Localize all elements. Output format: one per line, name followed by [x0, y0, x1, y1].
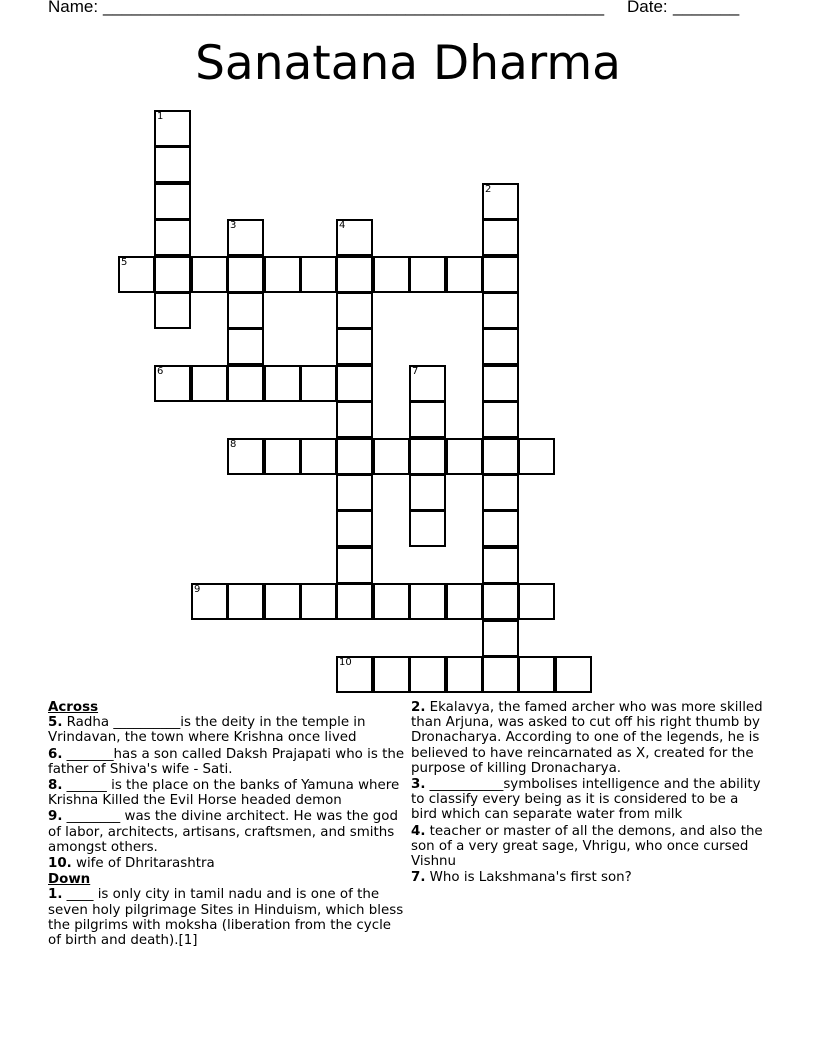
- grid-cell[interactable]: [446, 438, 483, 475]
- grid-cell[interactable]: [482, 365, 519, 402]
- clue-text: ___________symbolises intelligence and the ability to classify every being as it is considered to be a bird which can separate water from milk: [411, 777, 761, 823]
- clue-number: 9.: [48, 809, 63, 825]
- grid-cell[interactable]: [336, 401, 373, 438]
- grid-cell[interactable]: [482, 292, 519, 329]
- clue-across-8: [48, 778, 408, 808]
- grid-cell[interactable]: [154, 365, 191, 402]
- grid-cell[interactable]: [518, 438, 555, 475]
- grid-cell[interactable]: [154, 219, 191, 256]
- clue-number: 3.: [411, 777, 426, 793]
- clue-text: Who is Lakshmana's first son?: [429, 870, 632, 886]
- grid-cell[interactable]: [336, 219, 373, 256]
- grid-cell[interactable]: [518, 656, 555, 693]
- grid-cell[interactable]: [373, 256, 410, 293]
- grid-cell[interactable]: [264, 438, 301, 475]
- grid-cell[interactable]: [482, 438, 519, 475]
- date-field[interactable]: _______: [673, 0, 740, 16]
- grid-cell[interactable]: [154, 146, 191, 183]
- clue-number-label: 6: [157, 366, 164, 377]
- clue-down-4: [411, 824, 763, 870]
- grid-cell[interactable]: [409, 474, 446, 511]
- clue-number-label: 9: [194, 584, 201, 595]
- grid-cell[interactable]: [482, 620, 519, 657]
- clue-text: ____ is only city in tamil nadu and is one of the seven holy pilgrimage Sites in Hinduism, which bless the pilgrims with moksha (liberation from the cycle of birth and death).[1]: [48, 887, 404, 949]
- clue-number-label: 10: [339, 657, 352, 668]
- grid-cell[interactable]: [409, 365, 446, 402]
- clues-right-column: [411, 700, 763, 886]
- clue-number: 5.: [48, 715, 63, 731]
- name-field[interactable]: _____________________________________________________: [103, 0, 605, 16]
- grid-cell[interactable]: [336, 328, 373, 365]
- clue-across-10: [48, 856, 408, 871]
- grid-cell[interactable]: [482, 183, 519, 220]
- grid-cell[interactable]: [227, 292, 264, 329]
- grid-cell[interactable]: [300, 256, 337, 293]
- grid-cell[interactable]: [336, 292, 373, 329]
- grid-cell[interactable]: [300, 365, 337, 402]
- grid-cell[interactable]: [227, 328, 264, 365]
- clue-number: 7.: [411, 870, 426, 886]
- grid-cell[interactable]: [482, 256, 519, 293]
- clues-left-column: [48, 700, 408, 949]
- name-label: Name:: [48, 0, 99, 16]
- clue-number-label: 3: [230, 220, 237, 231]
- grid-cell[interactable]: [336, 365, 373, 402]
- grid-cell[interactable]: [409, 438, 446, 475]
- clue-across-5: [48, 715, 408, 745]
- grid-cell[interactable]: [154, 183, 191, 220]
- clue-text: Radha __________is the deity in the temple in Vrindavan, the town where Krishna once lived: [48, 715, 366, 746]
- grid-cell[interactable]: [336, 656, 373, 693]
- across-heading: Across: [48, 700, 99, 715]
- grid-cell[interactable]: [227, 365, 264, 402]
- grid-cell[interactable]: [227, 256, 264, 293]
- grid-cell[interactable]: [409, 401, 446, 438]
- grid-cell[interactable]: [373, 656, 410, 693]
- down-heading: Down: [48, 872, 91, 888]
- clue-across-6: [48, 747, 408, 777]
- grid-cell[interactable]: [118, 256, 155, 293]
- grid-cell[interactable]: [191, 583, 228, 620]
- clue-number: 8.: [48, 778, 63, 794]
- grid-cell[interactable]: [227, 219, 264, 256]
- grid-cell[interactable]: [373, 438, 410, 475]
- grid-cell[interactable]: [409, 583, 446, 620]
- grid-cell[interactable]: [336, 583, 373, 620]
- grid-cell[interactable]: [409, 656, 446, 693]
- clue-text: wife of Dhritarashtra: [76, 856, 215, 872]
- clue-down-2: [411, 700, 763, 776]
- grid-cell[interactable]: [154, 292, 191, 329]
- grid-cell[interactable]: [482, 219, 519, 256]
- clue-down-3: [411, 777, 763, 823]
- grid-cell[interactable]: [482, 401, 519, 438]
- grid-cell[interactable]: [227, 438, 264, 475]
- grid-cell[interactable]: [446, 256, 483, 293]
- clue-text: teacher or master of all the demons, and also the son of a very great sage, Vhrigu, who once cursed Vishnu: [411, 823, 763, 870]
- clue-number-label: 4: [339, 220, 346, 231]
- grid-cell[interactable]: [373, 583, 410, 620]
- clue-text: ______ is the place on the banks of Yamuna where Krishna Killed the Evil Horse headed demon: [48, 778, 400, 809]
- grid-cell[interactable]: [446, 656, 483, 693]
- grid-cell[interactable]: [336, 510, 373, 547]
- grid-cell[interactable]: [336, 547, 373, 584]
- grid-cell[interactable]: [336, 256, 373, 293]
- grid-cell[interactable]: [191, 365, 228, 402]
- grid-cell[interactable]: [336, 474, 373, 511]
- clue-text: ________ was the divine architect. He was the god of labor, architects, artisans, craftsmen, and smiths amongst others.: [48, 809, 398, 855]
- grid-cell[interactable]: [336, 438, 373, 475]
- grid-cell[interactable]: [482, 328, 519, 365]
- clue-number: 6.: [48, 746, 63, 762]
- grid-cell[interactable]: [264, 583, 301, 620]
- header: [0, 0, 816, 19]
- grid-cell[interactable]: [264, 256, 301, 293]
- clue-down-7: [411, 870, 763, 885]
- grid-cell[interactable]: [300, 583, 337, 620]
- clue-down-1: [48, 887, 408, 948]
- grid-cell[interactable]: [482, 510, 519, 547]
- grid-cell[interactable]: [482, 474, 519, 511]
- grid-cell[interactable]: [482, 583, 519, 620]
- grid-cell[interactable]: [191, 256, 228, 293]
- grid-cell[interactable]: [482, 656, 519, 693]
- grid-cell[interactable]: [227, 583, 264, 620]
- grid-cell[interactable]: [154, 110, 191, 147]
- grid-cell[interactable]: [518, 583, 555, 620]
- clue-number: 10.: [48, 856, 72, 872]
- clue-number-label: 7: [412, 366, 419, 377]
- grid-cell[interactable]: [482, 547, 519, 584]
- page-title: Sanatana Dharma: [195, 36, 621, 91]
- grid-cell[interactable]: [409, 256, 446, 293]
- grid-cell[interactable]: [409, 510, 446, 547]
- clue-across-9: [48, 809, 408, 855]
- clue-text: Ekalavya, the famed archer who was more skilled than Arjuna, was asked to cut off his right thumb by Dronacharya. According to one of the legends, he is believed to have reincarnated as X, created for the purpose of killing Dronacharya.: [411, 700, 763, 776]
- clue-number: 4.: [411, 823, 426, 839]
- clue-text: _______has a son called Daksh Prajapati who is the father of Shiva's wife - Sati.: [48, 746, 405, 777]
- clue-number: 2.: [411, 700, 426, 715]
- clue-number-label: 2: [485, 184, 492, 195]
- date-label: Date:: [627, 0, 668, 16]
- grid-cell[interactable]: [555, 656, 592, 693]
- clue-number-label: 1: [157, 111, 164, 122]
- clue-number-label: 8: [230, 439, 237, 450]
- grid-cell[interactable]: [300, 438, 337, 475]
- grid-cell[interactable]: [446, 583, 483, 620]
- clue-number-label: 5: [121, 257, 128, 268]
- grid-cell[interactable]: [264, 365, 301, 402]
- clue-number: 1.: [48, 887, 63, 903]
- grid-cell[interactable]: [154, 256, 191, 293]
